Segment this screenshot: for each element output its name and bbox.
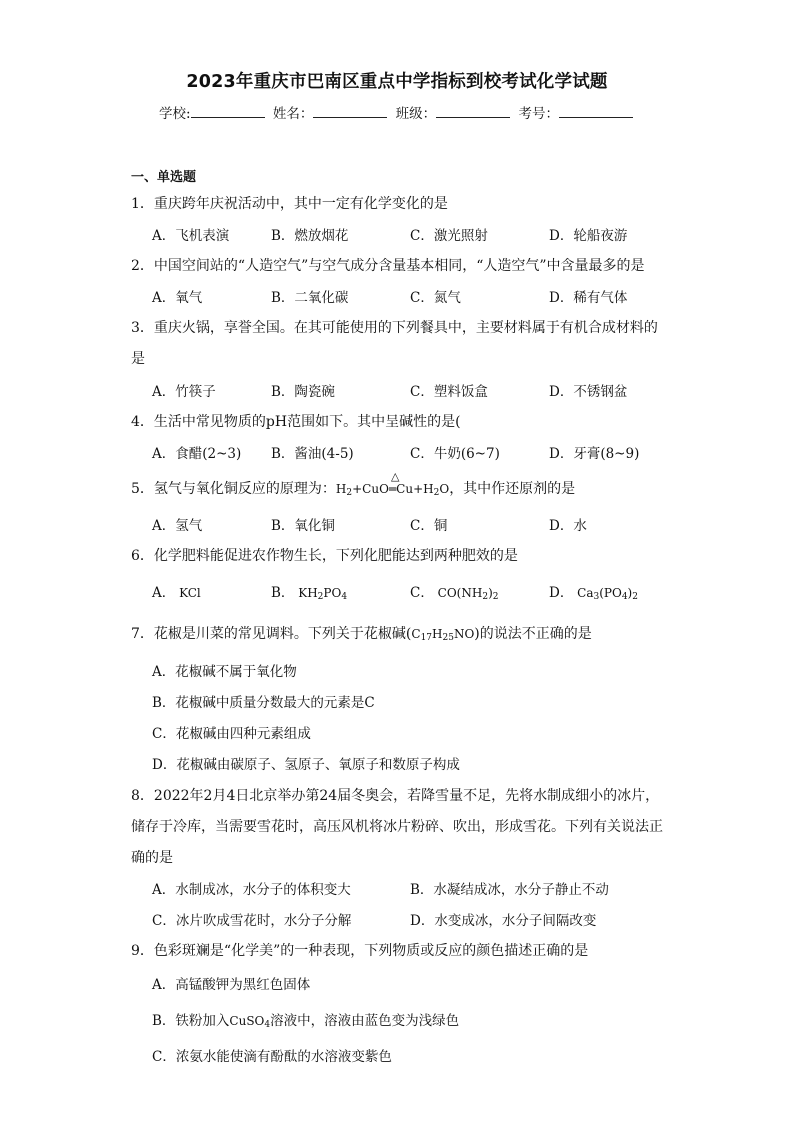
option-a[interactable]: A． KCl [152,585,201,601]
option-d[interactable]: D．水变成冰，水分子间隔改变 [410,913,597,929]
option-d[interactable]: D．花椒碱由碳原子、氢原子、氧原子和数原子构成 [152,757,460,773]
option-a[interactable]: A．高锰酸钾为黑红色固体 [152,977,311,993]
class-field[interactable]: 班级： [396,102,513,122]
question-8-stem-line-2: 储存于冷库，当需要雪花时，高压风机将冰片粉碎、吹出，形成雪花。下列有关说法正 [131,819,663,835]
option-d[interactable]: D．水 [549,518,587,534]
option-c[interactable]: C．冰片吹成雪花时，水分子分解 [152,913,352,929]
option-b[interactable]: B．陶瓷碗 [271,384,335,400]
option-c[interactable]: C．花椒碱由四种元素组成 [152,726,311,742]
option-d[interactable]: D．不锈钢盆 [549,384,628,400]
option-b[interactable]: B．水凝结成冰，水分子静止不动 [410,882,609,898]
option-a[interactable]: A．食醋(2~3) [152,446,242,462]
option-a[interactable]: A．氢气 [152,518,203,534]
option-b[interactable]: B．氧化铜 [271,518,335,534]
option-d[interactable]: D．轮船夜游 [549,228,628,244]
option-a[interactable]: A．飞机表演 [152,228,230,244]
option-b[interactable]: B．酱油(4-5) [271,446,354,462]
option-a[interactable]: A．花椒碱不属于氧化物 [152,664,297,680]
page-title: 2023年重庆市巴南区重点中学指标到校考试化学试题 [186,72,608,92]
question-5-stem: 5．氢气与氧化铜反应的原理为：$H_2+CuO$ △ $═Cu+H_2O$，其中作还原剂的是 [131,470,576,498]
student-info-fields [0,102,794,122]
question-7-stem: 7．花椒是川菜的常见调料。下列关于花椒碱$(C_{17}H_{25}NO)$的说法不正确的是 [131,626,592,643]
option-b[interactable]: B．燃放烟花 [271,228,349,244]
option-d[interactable]: D．稀有气体 [549,290,628,306]
option-a[interactable]: A．水制成冰，水分子的体积变大 [152,882,351,898]
option-c[interactable]: C．浓氨水能使滴有酚酞的水溶液变紫色 [152,1049,392,1065]
name-field[interactable]: 姓名： [273,102,390,122]
option-b[interactable]: B．铁粉加入CuSO$_4$溶液中，溶液由蓝色变为浅绿色 [152,1013,460,1030]
option-b[interactable]: B．二氧化碳 [271,290,349,306]
option-c[interactable]: C． $CO(NH_2)_2$ [410,585,499,602]
question-4-stem: 4．生活中常见物质的pH范围如下。其中呈碱性的是( [131,414,461,430]
exam-number-field[interactable]: 考号： [518,102,635,122]
option-c[interactable]: C．塑料饭盒 [410,384,488,400]
question-6-stem: 6．化学肥料能促进农作物生长，下列化肥能达到两种肥效的是 [131,548,518,564]
question-2-stem: 2．中国空间站的“人造空气”与空气成分含量基本相同，“人造空气”中含量最多的是 [131,258,645,274]
question-3-stem-cont: 是 [131,351,145,367]
section-heading: 一、单选题 [131,170,197,185]
option-c[interactable]: C．牛奶(6~7) [410,446,500,462]
question-9-stem: 9．色彩斑斓是“化学美”的一种表现，下列物质或反应的颜色描述正确的是 [131,943,589,959]
option-b[interactable]: B． $KH_2PO_4$ [271,585,348,602]
question-8-stem-line-3: 确的是 [131,850,173,866]
question-1-stem: 1．重庆跨年庆祝活动中，其中一定有化学变化的是 [131,196,448,212]
option-a[interactable]: A．氧气 [152,290,203,306]
reaction-equation: $H_2+CuO$ △ $═Cu+H_2O$ [335,470,450,498]
option-c[interactable]: C．铜 [410,518,448,534]
formula-cuso4: CuSO$_4$ [229,1014,271,1030]
option-d[interactable]: D．牙膏(8~9) [549,446,640,462]
formula-c17h25no: $C_{17}H_{25}NO$ [411,627,475,643]
option-c[interactable]: C．激光照射 [410,228,488,244]
option-d[interactable]: D． $Ca_3(PO_4)_2$ [549,585,638,602]
question-3-stem: 3．重庆火锅，享誉全国。在其可能使用的下列餐具中，主要材料属于有机合成材料的 [131,320,658,336]
question-8-stem-line-1: 8．2022年2月4日北京举办第24届冬奥会，若降雪量不足，先将水制成细小的冰片， [131,788,660,804]
option-c[interactable]: C．氮气 [410,290,461,306]
option-a[interactable]: A．竹筷子 [152,384,216,400]
option-b[interactable]: B．花椒碱中质量分数最大的元素是C [152,695,375,711]
school-field[interactable]: 学校: [159,102,267,122]
